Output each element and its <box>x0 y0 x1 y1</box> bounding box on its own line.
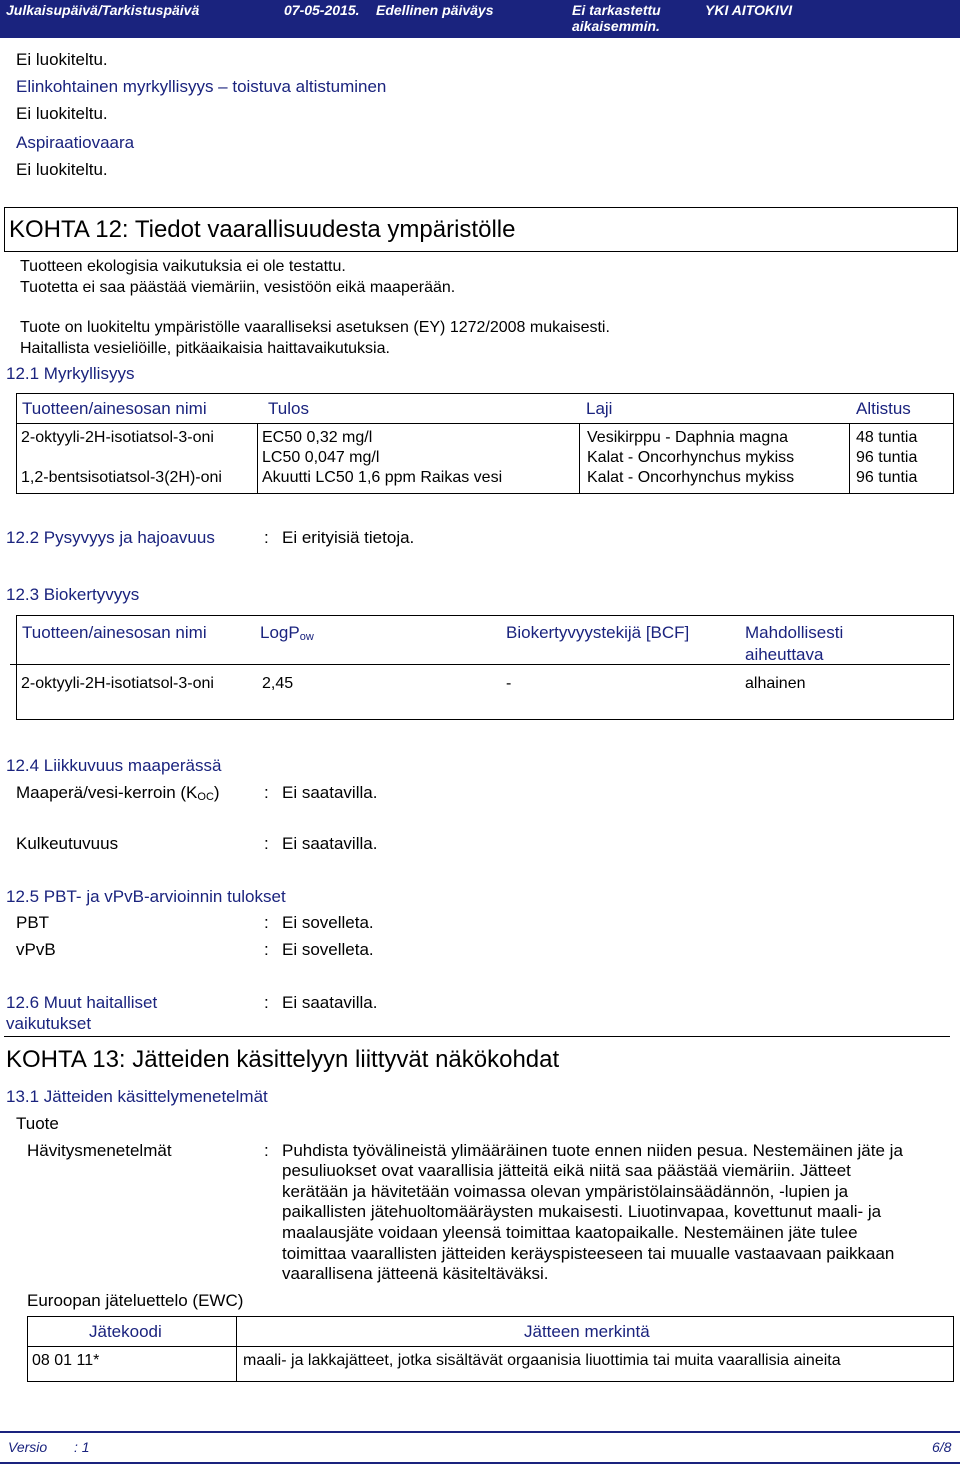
document-footer <box>0 1431 960 1464</box>
table-divider <box>849 423 850 494</box>
toxicity-row-result: Akuutti LC50 1,6 ppm Raikas vesi <box>262 469 503 486</box>
section-13-rule <box>4 1036 950 1037</box>
bio-row-logp: 2,45 <box>262 675 294 692</box>
disposal-line: Puhdista työvälineistä ylimääräinen tuote ennen niiden pesua. Nestemäinen jäte ja <box>282 1141 903 1160</box>
disposal-line: toimittaa vaarallisten jätteiden keräyspisteeseen tai muualle vastaavaan paikkaan <box>282 1244 895 1263</box>
prev-date-label: Edellinen päiväys <box>376 2 494 18</box>
toxicity-row-result: LC50 0,047 mg/l <box>262 449 380 466</box>
toxicity-row-name: 2-oktyyli-2H-isotiatsol-3-oni <box>21 429 214 446</box>
other-effects-label-1: 12.6 Muut haitalliset <box>6 993 158 1012</box>
koc-subscript: OC <box>197 791 214 803</box>
other-effects-label-2: vaikutukset <box>6 1014 92 1033</box>
ewc-table <box>27 1316 954 1382</box>
persistence-colon: : <box>264 528 269 547</box>
vpvb-value: Ei sovelleta. <box>282 940 374 959</box>
table-divider <box>579 423 580 494</box>
pbt-label: PBT <box>16 913 50 932</box>
bio-header-potential-2: aiheuttava <box>745 645 824 664</box>
mobility-label: Kulkeutuvuus <box>16 834 119 853</box>
other-effects-colon: : <box>264 993 269 1012</box>
disposal-line: vaarallisena jätteenä käsiteltäväksi. <box>282 1264 549 1283</box>
toxicity-row-exposure: 96 tuntia <box>856 449 918 466</box>
vpvb-colon: : <box>264 940 269 959</box>
section-13-title: KOHTA 13: Jätteiden käsittelyyn liittyvät näkökohdat <box>6 1046 560 1073</box>
mobility-value: Ei saatavilla. <box>282 834 378 853</box>
mobility-title: 12.4 Liikkuvuus maaperässä <box>6 756 222 775</box>
date-label: Julkaisupäivä/Tarkistuspäivä <box>6 2 200 18</box>
toxicity-header-name: Tuotteen/ainesosan nimi <box>22 399 207 418</box>
ewc-row-desc: maali- ja lakkajätteet, jotka sisältävät orgaanisia liuottimia tai muita vaarallisia aineita <box>243 1352 841 1369</box>
product-label: Tuote <box>16 1114 59 1133</box>
disposal-line: pesuliuokset ovat vaarallisia jätteitä eikä niitä saa päästää viemäriin. Jätteet <box>282 1161 851 1180</box>
section-12-text: Tuotteen ekologisia vaikutuksia ei ole testattu. <box>20 258 346 275</box>
prev-date-value-2: aikaisemmin. <box>572 18 660 34</box>
bio-header-bcf: Biokertyvyystekijä [BCF] <box>506 623 690 642</box>
section-12-text: Tuotetta ei saa päästää viemäriin, vesistöön eikä maaperään. <box>20 279 456 296</box>
disposal-line: maalausjäte voidaan yleensä toimittaa kaatopaikalle. Nestemäinen jäte tulee <box>282 1223 858 1242</box>
ewc-label: Euroopan jäteluettelo (EWC) <box>27 1291 244 1310</box>
date-value: 07-05-2015. <box>284 2 360 18</box>
bio-row-potential: alhainen <box>745 675 806 692</box>
version-label: Versio <box>8 1439 48 1455</box>
table-divider <box>27 1346 954 1347</box>
page-number: 6/8 <box>932 1439 952 1455</box>
table-divider <box>16 423 954 424</box>
koc-colon: : <box>264 783 269 802</box>
bio-row-name: 2-oktyyli-2H-isotiatsol-3-oni <box>21 675 214 692</box>
version-value: : 1 <box>74 1439 90 1455</box>
pbt-title: 12.5 PBT- ja vPvB-arvioinnin tulokset <box>6 887 286 906</box>
logp-text: LogP <box>260 623 300 642</box>
ewc-header-desc: Jätteen merkintä <box>524 1322 650 1341</box>
pbt-colon: : <box>264 913 269 932</box>
document-header <box>0 0 960 38</box>
toxicity-header-result: Tulos <box>268 399 309 418</box>
classification-text: Ei luokiteltu. <box>16 160 108 179</box>
toxicity-row-species: Kalat - Oncorhynchus mykiss <box>587 449 795 466</box>
prev-date-value-1: Ei tarkastettu <box>572 2 661 18</box>
koc-label-text: Maaperä/vesi-kerroin (K <box>16 783 198 802</box>
toxicity-title: 12.1 Myrkyllisyys <box>6 364 135 383</box>
disposal-line: paikallisten jätehuoltomääräysten mukaisesti. Liuotinvapaa, kovettunut maali- ja <box>282 1202 882 1221</box>
koc-label <box>16 783 220 803</box>
other-effects-value: Ei saatavilla. <box>282 993 378 1012</box>
ewc-header-code: Jätekoodi <box>89 1322 162 1341</box>
bio-row-bcf: - <box>506 675 512 692</box>
classification-text: Ei luokiteltu. <box>16 104 108 123</box>
disposal-line: kerätään ja hävitetään voimassa olevan ympäristölainsäädännön, -lupien ja <box>282 1182 849 1201</box>
company-name: YKI AITOKIVI <box>705 2 793 18</box>
toxicity-row-exposure: 96 tuntia <box>856 469 918 486</box>
vpvb-label: vPvB <box>16 940 56 959</box>
aspiration-title: Aspiraatiovaara <box>16 133 135 152</box>
classification-text: Ei luokiteltu. <box>16 50 108 69</box>
section-12-text: Haitallista vesieliöille, pitkäaikaisia haittavaikutuksia. <box>20 340 390 357</box>
toxicity-row-species: Kalat - Oncorhynchus mykiss <box>587 469 795 486</box>
toxicity-header-species: Laji <box>586 399 613 418</box>
koc-value: Ei saatavilla. <box>282 783 378 802</box>
disposal-label: Hävitysmenetelmät <box>27 1141 172 1160</box>
logp-subscript: ow <box>299 631 314 643</box>
bio-header-name: Tuotteen/ainesosan nimi <box>22 623 207 642</box>
mobility-colon: : <box>264 834 269 853</box>
bio-header-logp <box>260 623 314 643</box>
persistence-value: Ei erityisiä tietoja. <box>282 528 415 547</box>
waste-methods-title: 13.1 Jätteiden käsittelymenetelmät <box>6 1087 268 1106</box>
table-divider <box>236 1316 237 1382</box>
toxicity-header-exposure: Altistus <box>856 399 911 418</box>
bio-header-potential-1: Mahdollisesti <box>745 623 844 642</box>
koc-close-paren: ) <box>213 783 220 802</box>
persistence-label: 12.2 Pysyvyys ja hajoavuus <box>6 528 215 547</box>
toxicity-row-exposure: 48 tuntia <box>856 429 918 446</box>
section-12-title: KOHTA 12: Tiedot vaarallisuudesta ympäristölle <box>9 216 516 243</box>
repeated-exposure-title: Elinkohtainen myrkyllisyys – toistuva altistuminen <box>16 77 387 96</box>
table-divider <box>257 423 258 494</box>
toxicity-row-result: EC50 0,32 mg/l <box>262 429 373 446</box>
toxicity-row-name: 1,2-bentsisotiatsol-3(2H)-oni <box>21 469 222 486</box>
bioaccumulation-title: 12.3 Biokertyvyys <box>6 585 140 604</box>
toxicity-row-species: Vesikirppu - Daphnia magna <box>587 429 789 446</box>
pbt-value: Ei sovelleta. <box>282 913 374 932</box>
section-12-heading-box <box>4 207 958 252</box>
disposal-colon: : <box>264 1141 269 1160</box>
ewc-row-code: 08 01 11* <box>32 1352 100 1369</box>
section-12-text: Tuote on luokiteltu ympäristölle vaaralliseksi asetuksen (EY) 1272/2008 mukaisesti. <box>20 319 610 336</box>
